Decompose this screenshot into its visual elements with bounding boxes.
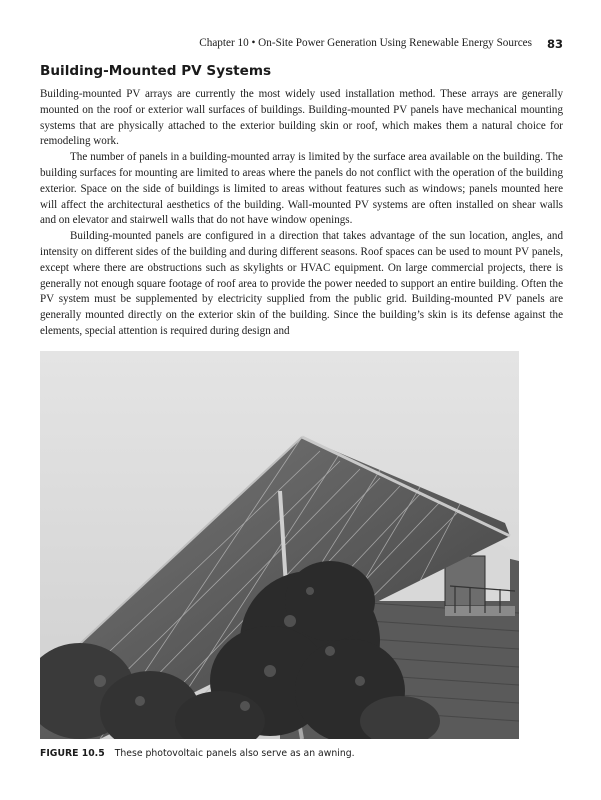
figure-caption [40,748,355,759]
paragraph-2: The number of panels in a building-mounted array is limited by the surface area available on the building. The building surfaces for mounting are limited to areas where the panels do not conflict with the operation of the building exterior. Space on the side of buildings is limited to areas without features such as windows; panels mounted here will affect the architectural aesthetics of the building. Wall-mounted PV systems are often installed on shear walls and on elevator and stairwell walls that do not have window openings. [40,151,563,227]
body-text [40,87,563,340]
pv-awning-photo [40,351,519,739]
running-header [40,37,563,53]
page-number: 83 [546,37,563,51]
paragraph-3: Building-mounted panels are configured in a direction that takes advantage of the sun location, angles, and intensity on different sides of the building and during different seasons. Roof spaces can be used to mount PV panels, except where there are obstructions such as skylights or HVAC equipment. On large commercial projects, there is generally not enough square footage of roof area to provide the power needed to support an entire building. Often the PV system must be supplemented by electricity supplied from the public grid. Building-mounted PV panels are generally mounted directly on the exterior skin of the building. Since the building’s skin is its defense against the elements, special attention is required during design and [40,230,563,337]
chapter-running-head: Chapter 10 • On-Site Power Generation Using Renewable Energy Sources [199,37,532,49]
caption-text: These photovoltaic panels also serve as an awning. [114,748,355,759]
figure-photo [40,351,519,739]
paragraph-1: Building-mounted PV arrays are currently the most widely used installation method. These arrays are generally mounted on the roof or exterior wall surfaces of buildings. Building-mounted PV panels have mechanical mounting systems that are physically attached to the exterior building skin or roof, which makes them a natural choice for remodeling work. [40,88,563,148]
figure-label: FIGURE 10.5 [40,748,105,759]
section-title: Building-Mounted PV Systems [40,63,272,79]
